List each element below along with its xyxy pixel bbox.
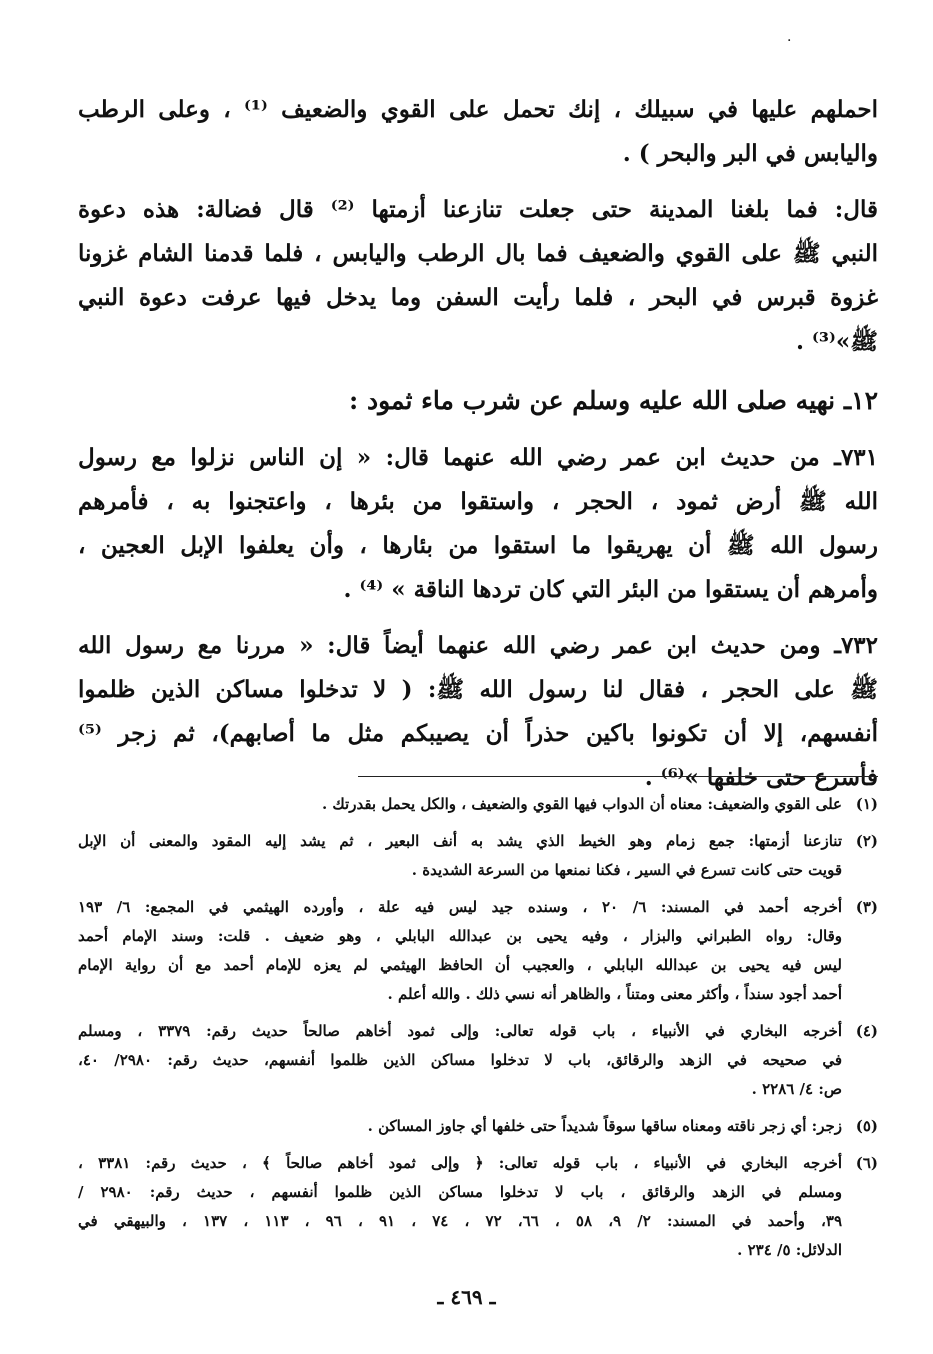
footnote-body bbox=[78, 790, 842, 819]
paragraph bbox=[78, 188, 878, 364]
section-heading: ١٢ـ نهيه صلى الله عليه وسلم عن شرب ماء ثمود : bbox=[349, 386, 878, 415]
footnote-number: (١) bbox=[855, 795, 878, 813]
text-line: ٧٣٢ـ ومن حديث ابن عمر رضي الله عنهما أيضاً قال: « مررنا مع رسول الله bbox=[78, 632, 878, 659]
text-line: احملهم عليها في سبيلك ، إنك تحمل على القوي والضعيف ⁽¹⁾ ، وعلى الرطب bbox=[78, 96, 878, 123]
footnote bbox=[78, 893, 878, 1009]
footnote-body bbox=[78, 1149, 842, 1265]
text-line: ٧٣١ـ من حديث ابن عمر رضي الله عنهما قال: « إن الناس نزلوا مع رسول bbox=[78, 444, 878, 471]
text-line: فأسرع حتى خلفها »⁽⁶⁾ . bbox=[644, 764, 878, 791]
top-mark: · bbox=[787, 33, 792, 49]
footnote-line: الدلائل: ٥/ ٢٣٤ . bbox=[737, 1241, 842, 1259]
text-line: النبي ﷺ على القوي والضعيف فما بال الرطب واليابس ، فلما قدمنا الشام غزونا bbox=[78, 240, 878, 267]
page-number: ـ ٤٦٩ ـ bbox=[437, 1285, 496, 1309]
footnote-line: قويت حتى كانت تسرع في السير ، فكنا نمنعها من السرعة الشديدة . bbox=[411, 861, 842, 879]
text-line: وأمرهم أن يستقوا من البئر التي كان تردها الناقة » ⁽⁴⁾ . bbox=[343, 576, 878, 603]
text-line: غزوة قبرس في البحر ، فلما رأيت السفن وما يدخل فيها عرفت دعوة النبي bbox=[78, 284, 878, 311]
footnote-line: زجر: أي زجر ناقته ومعناه ساقها سوقاً شديداً حتى خلفها أي جاوز المساكن . bbox=[367, 1117, 842, 1135]
footnote-line: أخرجه أحمد في المسند: ٦/ ٢٠ ، وسنده جيد ليس فيه علة ، وأورده الهيثمي في المجمع: ٦/ ١٩٣ bbox=[78, 898, 843, 916]
footnote bbox=[78, 827, 878, 885]
footnote-line: ليس فيه يحيى بن عبدالله البابلي ، والعجيب أن الحافظ الهيثمي لم يعزه للإمام أحمد مع أن رواية الإمام bbox=[78, 956, 842, 974]
footnote-line: تنازعنا أزمتها: جمع زمام وهو الخيط الذي يشد به أنف البعير ، ثم يشد إليه المقود والمعنى أن الإبل bbox=[78, 832, 842, 850]
footnote-line: أحمد أجود سنداً ، وأكثر معنى ومتناً ، والظاهر أنه نسي ذلك . والله أعلم . bbox=[387, 985, 842, 1003]
text-line: ﷺ»⁽³⁾ . bbox=[796, 328, 878, 355]
footnotes bbox=[78, 790, 878, 1273]
footnote-body bbox=[78, 827, 842, 885]
hadith-732 bbox=[78, 624, 878, 800]
footnote-number: (٥) bbox=[855, 1117, 878, 1135]
footnote-line: أخرجه البخاري في الأنبياء ، باب قوله تعالى: ﴿ وإلى ثمود أخاهم صالحاً ﴾ ، حديث رقم: ٣٣٨١ ، bbox=[78, 1154, 842, 1172]
footnote-number: (٤) bbox=[855, 1022, 878, 1040]
footnote-number: (٦) bbox=[855, 1154, 878, 1172]
hadith-731 bbox=[78, 436, 878, 612]
text-line: أنفسهم، إلا أن تكونوا باكين حذراً أن يصيبكم مثل ما أصابهم)، ثم زجر ⁽⁵⁾ bbox=[78, 720, 878, 747]
footnote-divider bbox=[358, 776, 878, 777]
text-line: واليابس في البر والبحر ) . bbox=[622, 140, 878, 167]
text-line: ﷺ على الحجر ، فقال لنا رسول الله ﷺ: ( لا تدخلوا مساكن الذين ظلموا bbox=[78, 676, 878, 703]
footnote-body bbox=[78, 893, 842, 1009]
text-line: قال: فما بلغنا المدينة حتى جعلت تنازعنا أزمتها ⁽²⁾ قال فضالة: هذه دعوة bbox=[78, 196, 878, 223]
paragraph bbox=[78, 88, 878, 176]
footnote-line: في صحيحه في الزهد والرقائق، باب لا تدخلوا مساكن الذين ظلموا أنفسهم، حديث رقم: ٢٩٨٠/ ٤٠، bbox=[78, 1051, 842, 1069]
footnote bbox=[78, 1017, 878, 1104]
footnote-line: ص: ٤/ ٢٢٨٦ . bbox=[751, 1080, 842, 1098]
footnote-line: على القوي والضعيف: معناه أن الدواب فيها القوي والضعيف ، والكل يحمل بقدرتك . bbox=[321, 795, 842, 813]
main-text bbox=[78, 88, 878, 812]
footnote-body bbox=[78, 1112, 842, 1141]
footnote-line: أخرجه البخاري في الأنبياء ، باب قوله تعالى: وإلى ثمود أخاهم صالحاً حديث رقم: ٣٣٧٩ ، ومسلم bbox=[78, 1022, 842, 1040]
text-line: رسول الله ﷺ أن يهريقوا ما استقوا من بئارها ، وأن يعلفوا الإبل العجين ، bbox=[78, 532, 878, 559]
footnote-number: (٢) bbox=[855, 832, 878, 850]
footnote-line: ومسلم في الزهد والرقائق ، باب لا تدخلوا مساكن الذين ظلموا أنفسهم ، حديث رقم: ٢٩٨٠ / bbox=[78, 1183, 842, 1201]
text-line: الله ﷺ أرض ثمود ، الحجر ، واستقوا من بئرها ، واعتجنوا به ، فأمرهم bbox=[78, 488, 878, 515]
footnote bbox=[78, 1112, 878, 1141]
footnote-line: وقال: رواه الطبراني والبزار ، وفيه يحيى بن عبدالله البابلي ، وهو ضعيف . قلت: وسند الإمام أحمد bbox=[78, 927, 842, 945]
footnote bbox=[78, 790, 878, 819]
footnote bbox=[78, 1149, 878, 1265]
footnote-line: ٣٩، وأحمد في المسند: ٢/ ٩، ٥٨ ، ٦٦، ٧٢ ، ٧٤ ، ٩١ ، ٩٦ ، ١١٣ ، ١٣٧ ، والبيهقي في bbox=[78, 1212, 843, 1230]
footnote-body bbox=[78, 1017, 842, 1104]
footnote-number: (٣) bbox=[855, 898, 878, 916]
